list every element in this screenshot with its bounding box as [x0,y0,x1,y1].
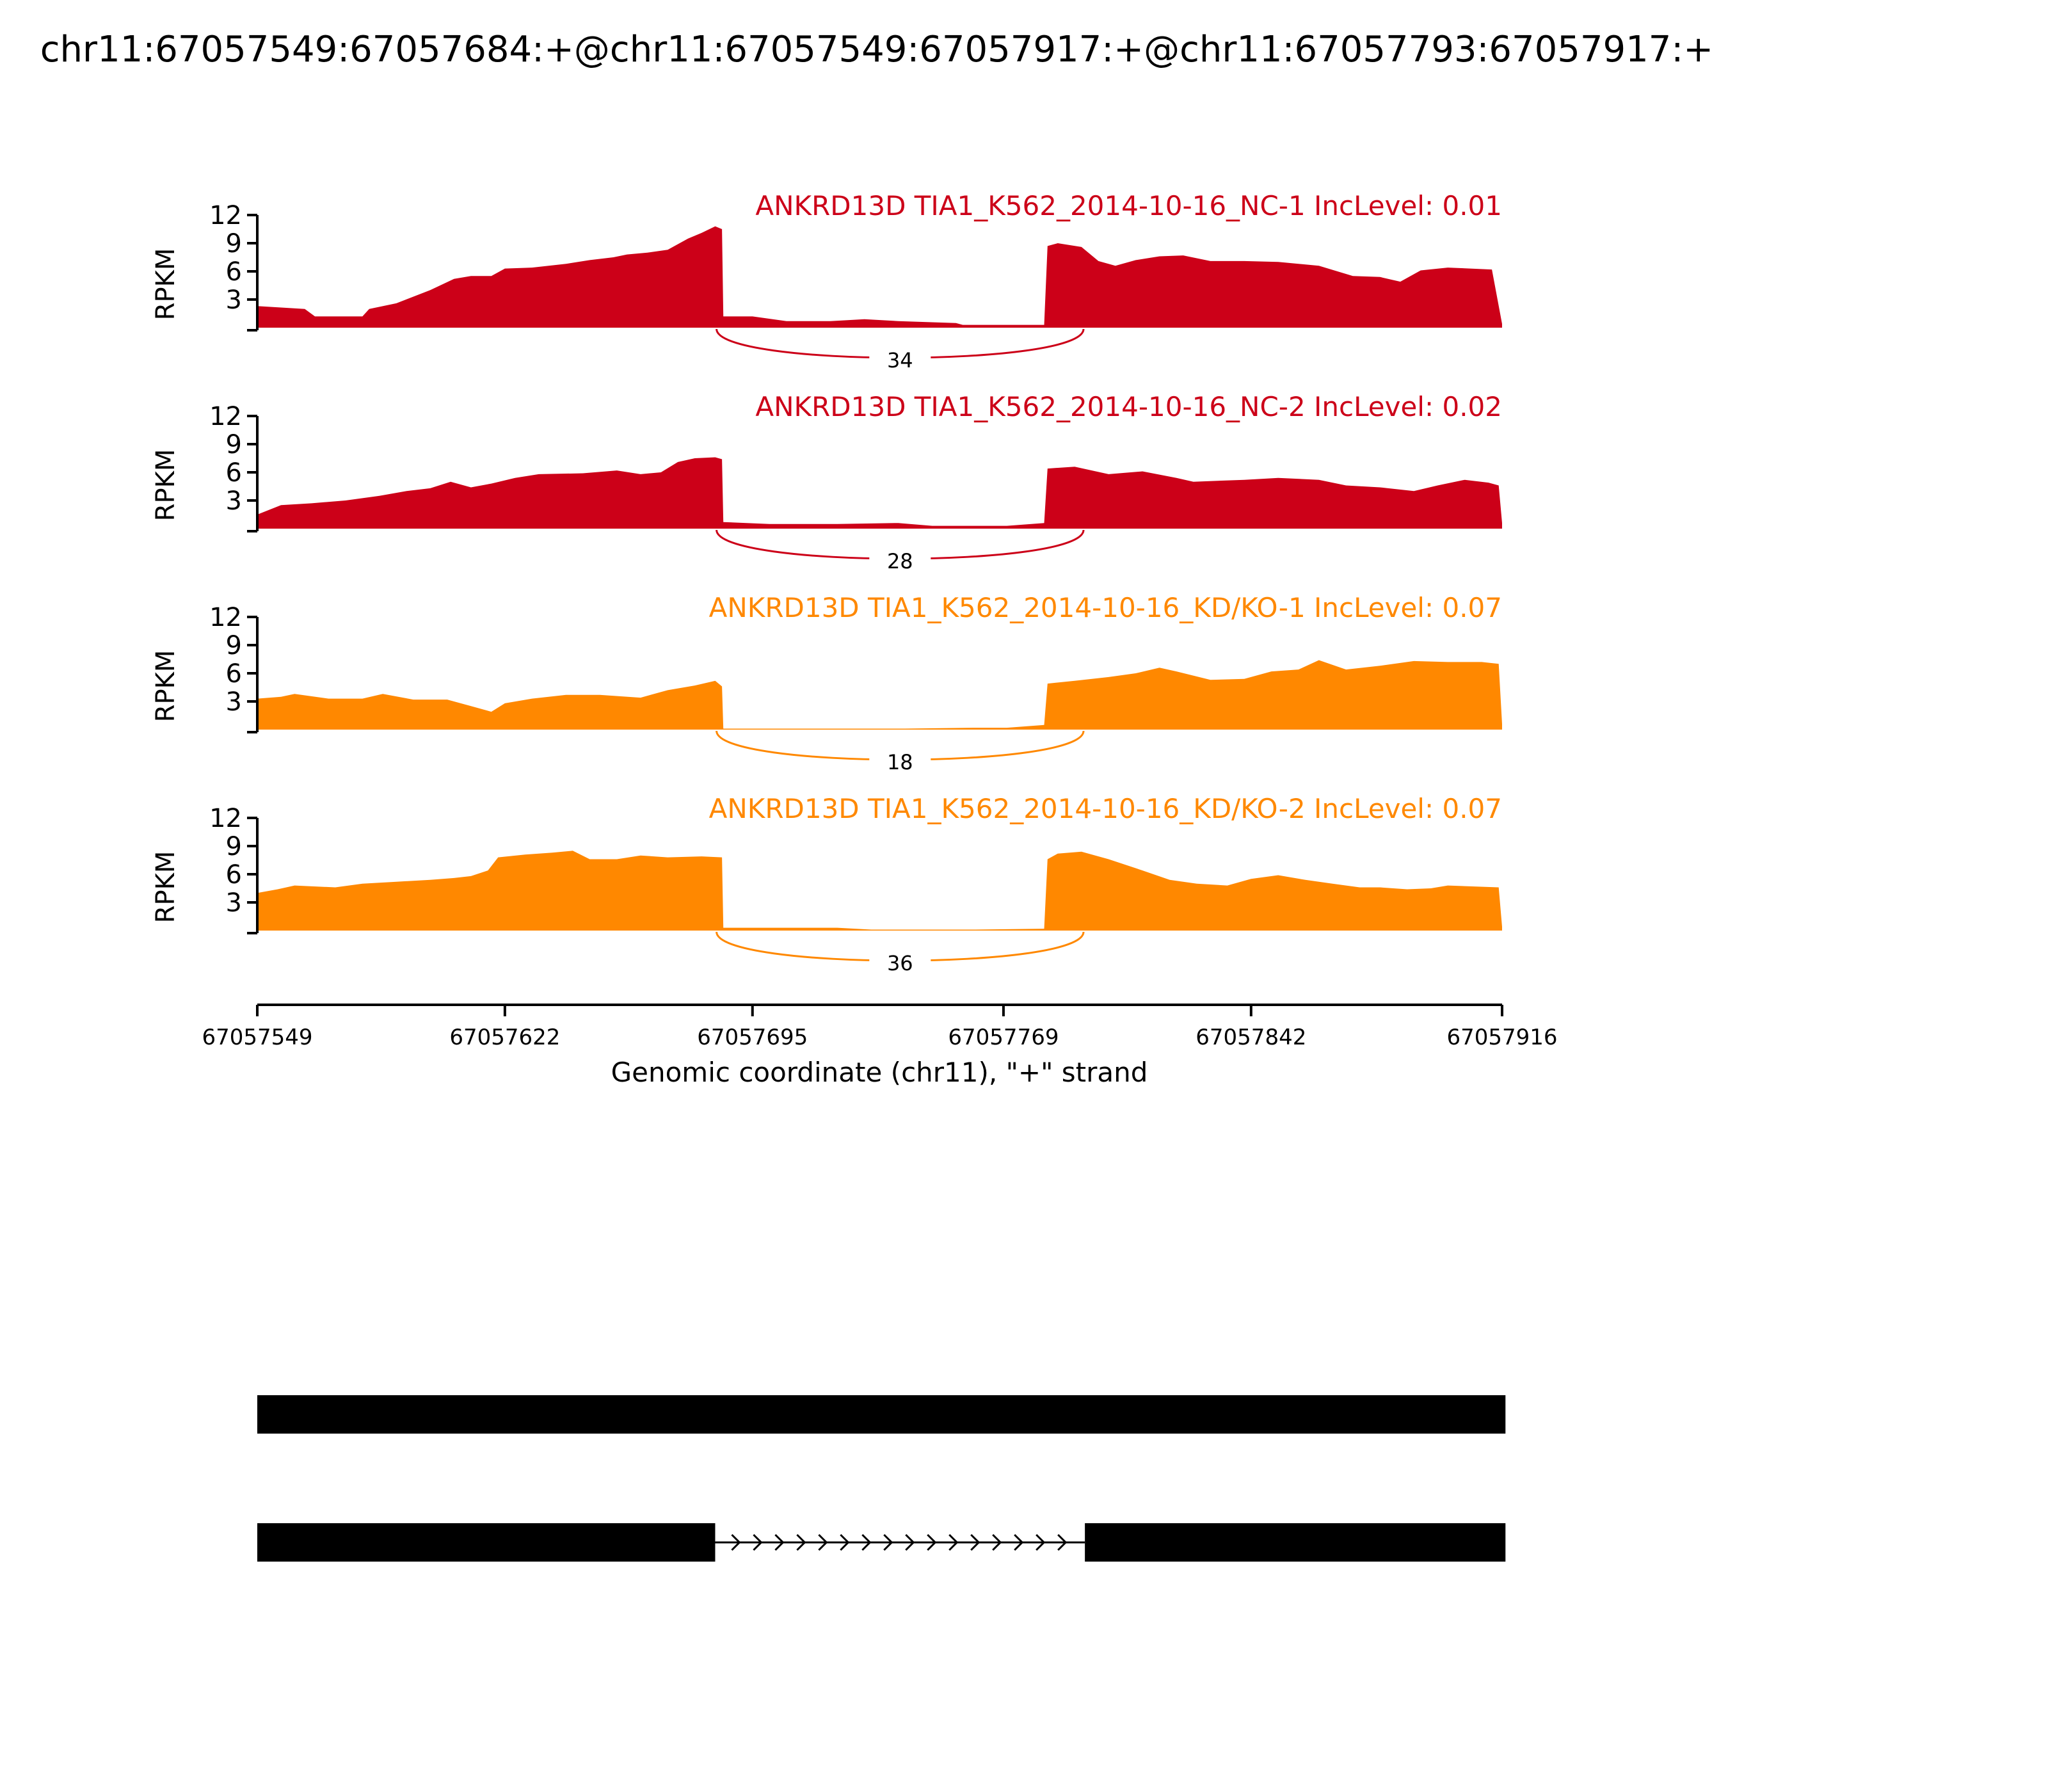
panel-label: ANKRD13D TIA1_K562_2014-10-16_KD/KO-1 IncLevel: 0.07 [708,592,1502,623]
panel-4 [151,793,1502,975]
junction-count: 34 [886,348,913,372]
x-tick-label: 67057916 [1446,1025,1558,1050]
y-tick-label: 9 [225,229,242,259]
y-tick-label: 3 [225,285,242,315]
y-tick-label: 12 [209,603,242,632]
coverage-area [257,660,1502,730]
y-axis-label: RPKM [151,449,180,522]
panel-label: ANKRD13D TIA1_K562_2014-10-16_KD/KO-2 IncLevel: 0.07 [708,793,1502,824]
y-tick-label: 3 [225,687,242,717]
y-tick-label: 6 [225,458,242,488]
panel-label: ANKRD13D TIA1_K562_2014-10-16_NC-1 IncLevel: 0.01 [755,190,1502,221]
isoform-skipping [257,1523,1505,1562]
y-axis-label: RPKM [151,248,180,321]
x-ticks [202,1005,1557,1050]
x-tick-label: 67057842 [1196,1025,1307,1050]
coverage-area [257,851,1502,931]
isoform-models [257,1395,1505,1562]
panel-label: ANKRD13D TIA1_K562_2014-10-16_NC-2 IncLevel: 0.02 [755,391,1502,422]
junction-count: 36 [886,951,913,975]
x-tick-label: 67057769 [948,1025,1059,1050]
y-tick-label: 12 [209,804,242,833]
y-tick-label: 12 [209,201,242,230]
x-tick-label: 67057622 [449,1025,561,1050]
x-tick-label: 67057695 [697,1025,808,1050]
junction-count: 28 [886,549,913,573]
y-tick-label: 6 [225,860,242,890]
coverage-area [257,227,1502,328]
isoform-inclusion [257,1395,1505,1434]
exon-block [257,1395,1505,1434]
x-axis [202,1005,1557,1088]
panel-3 [151,592,1502,774]
exon-block [257,1523,715,1562]
x-axis-label: Genomic coordinate (chr11), "+" strand [611,1057,1148,1088]
y-tick-label: 6 [225,659,242,689]
panel-2 [151,391,1502,573]
junction-count: 18 [886,750,913,774]
y-tick-label: 9 [225,430,242,460]
y-axis-label: RPKM [151,650,180,723]
figure-title: chr11:67057549:67057684:+@chr11:67057549:67057917:+@chr11:67057793:67057917:+ [40,29,1714,70]
coverage-panels [151,190,1502,975]
panel-1 [151,190,1502,372]
y-tick-label: 12 [209,402,242,431]
y-tick-label: 6 [225,257,242,287]
exon-block [1085,1523,1505,1562]
x-tick-label: 67057549 [202,1025,313,1050]
y-tick-label: 9 [225,832,242,861]
y-axis-label: RPKM [151,851,180,924]
y-tick-label: 9 [225,631,242,660]
y-tick-label: 3 [225,888,242,918]
y-tick-label: 3 [225,486,242,516]
coverage-area [257,458,1502,529]
